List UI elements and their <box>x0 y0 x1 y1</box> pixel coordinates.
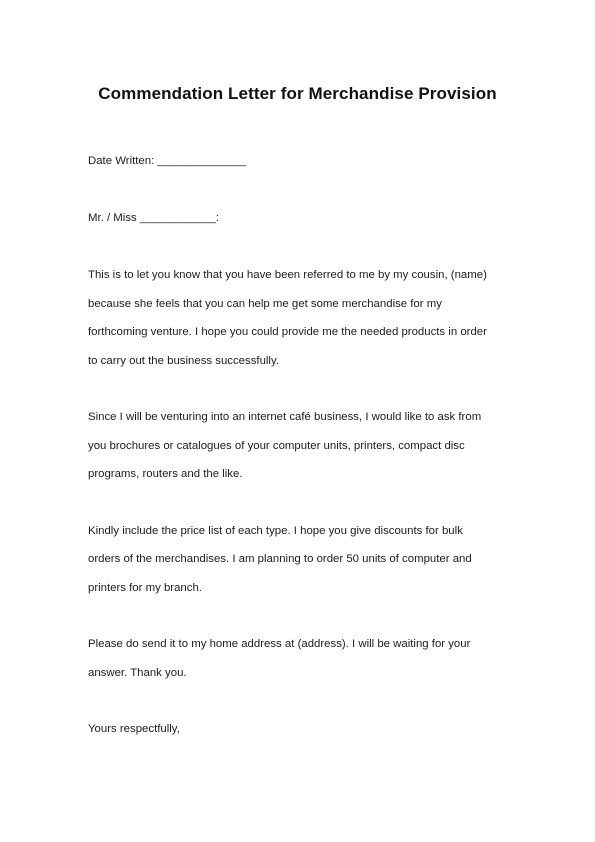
paragraph-line: This is to let you know that you have been referred to me by my cousin, (name) <box>88 269 487 281</box>
date-written-line: Date Written: ______________ <box>88 155 247 167</box>
closing-line: Yours respectfully, <box>88 723 180 735</box>
paragraph-line: printers for my branch. <box>88 582 202 594</box>
paragraph-line: forthcoming venture. I hope you could provide me the needed products in order <box>88 326 487 338</box>
letter-title: Commendation Letter for Merchandise Provision <box>98 84 497 103</box>
paragraph-line: to carry out the business successfully. <box>88 355 279 367</box>
paragraph-line: Since I will be venturing into an internet café business, I would like to ask from <box>88 411 482 423</box>
paragraph-line: answer. Thank you. <box>88 667 187 679</box>
paragraph-line: because she feels that you can help me get some merchandise for my <box>88 298 442 310</box>
paragraph-line: programs, routers and the like. <box>88 468 243 480</box>
paragraph-line: Please do send it to my home address at (address). I will be waiting for your <box>88 638 471 650</box>
salutation-line: Mr. / Miss ____________: <box>88 212 220 224</box>
paragraph-line: Kindly include the price list of each type. I hope you give discounts for bulk <box>88 525 463 537</box>
paragraph-line: you brochures or catalogues of your computer units, printers, compact disc <box>88 440 465 452</box>
paragraph-line: orders of the merchandises. I am planning to order 50 units of computer and <box>88 553 472 565</box>
